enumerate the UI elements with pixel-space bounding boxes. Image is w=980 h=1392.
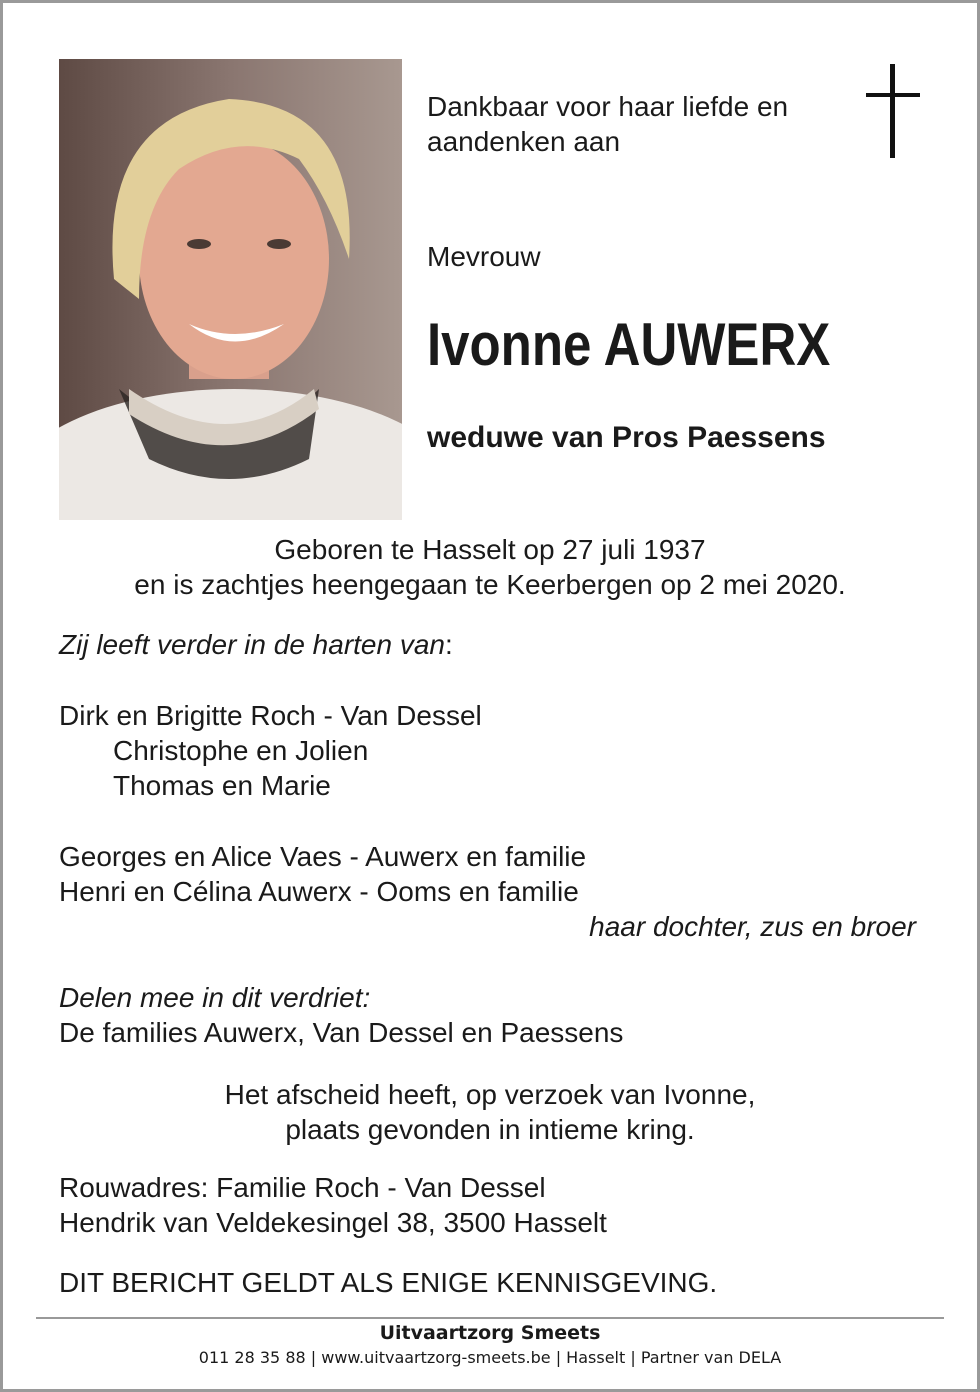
family-heading-colon: : bbox=[444, 629, 453, 660]
family-line: Thomas en Marie bbox=[113, 770, 331, 801]
family-heading bbox=[59, 627, 453, 662]
sharing-heading: Delen mee in dit verdriet: bbox=[59, 982, 371, 1013]
funeral-home-name: Uitvaartzorg Smeets bbox=[379, 1322, 601, 1344]
sharing-line: De families Auwerx, Van Dessel en Paessens bbox=[59, 1017, 624, 1048]
intro-line-2: aandenken aan bbox=[427, 126, 621, 157]
family-relation: haar dochter, zus en broer bbox=[589, 911, 916, 942]
intro-line-1: Dankbaar voor haar liefde en bbox=[427, 91, 789, 122]
family-heading-text: Zij leeft verder in de harten van bbox=[59, 629, 445, 660]
death-line: en is zachtjes heengegaan te Keerbergen op 2 mei 2020. bbox=[134, 569, 846, 600]
spouse-line: weduwe van Pros Paessens bbox=[427, 421, 826, 454]
family-line: Christophe en Jolien bbox=[113, 735, 369, 766]
farewell-line-1: Het afscheid heeft, op verzoek van Ivonne, bbox=[224, 1079, 756, 1110]
family-line: Dirk en Brigitte Roch - Van Dessel bbox=[59, 700, 482, 731]
footer-divider bbox=[36, 1317, 944, 1319]
family-line: Georges en Alice Vaes - Auwerx en familie bbox=[59, 841, 587, 872]
deceased-name: Ivonne AUWERX bbox=[427, 311, 831, 378]
notice-line: DIT BERICHT GELDT ALS ENIGE KENNISGEVING. bbox=[59, 1267, 718, 1298]
honorific: Mevrouw bbox=[427, 241, 541, 272]
address-line-1: Rouwadres: Familie Roch - Van Dessel bbox=[59, 1172, 546, 1203]
portrait-photo bbox=[59, 59, 402, 520]
funeral-home-contact: 011 28 35 88 | www.uitvaartzorg-smeets.be | Hasselt | Partner van DELA bbox=[198, 1348, 782, 1367]
cross-icon bbox=[890, 64, 895, 158]
address-line-2: Hendrik van Veldekesingel 38, 3500 Hasselt bbox=[59, 1207, 607, 1238]
farewell-line-2: plaats gevonden in intieme kring. bbox=[285, 1114, 695, 1145]
family-line: Henri en Célina Auwerx - Ooms en familie bbox=[59, 876, 579, 907]
birth-line: Geboren te Hasselt op 27 juli 1937 bbox=[274, 534, 706, 565]
cross-icon-bar bbox=[866, 93, 920, 97]
